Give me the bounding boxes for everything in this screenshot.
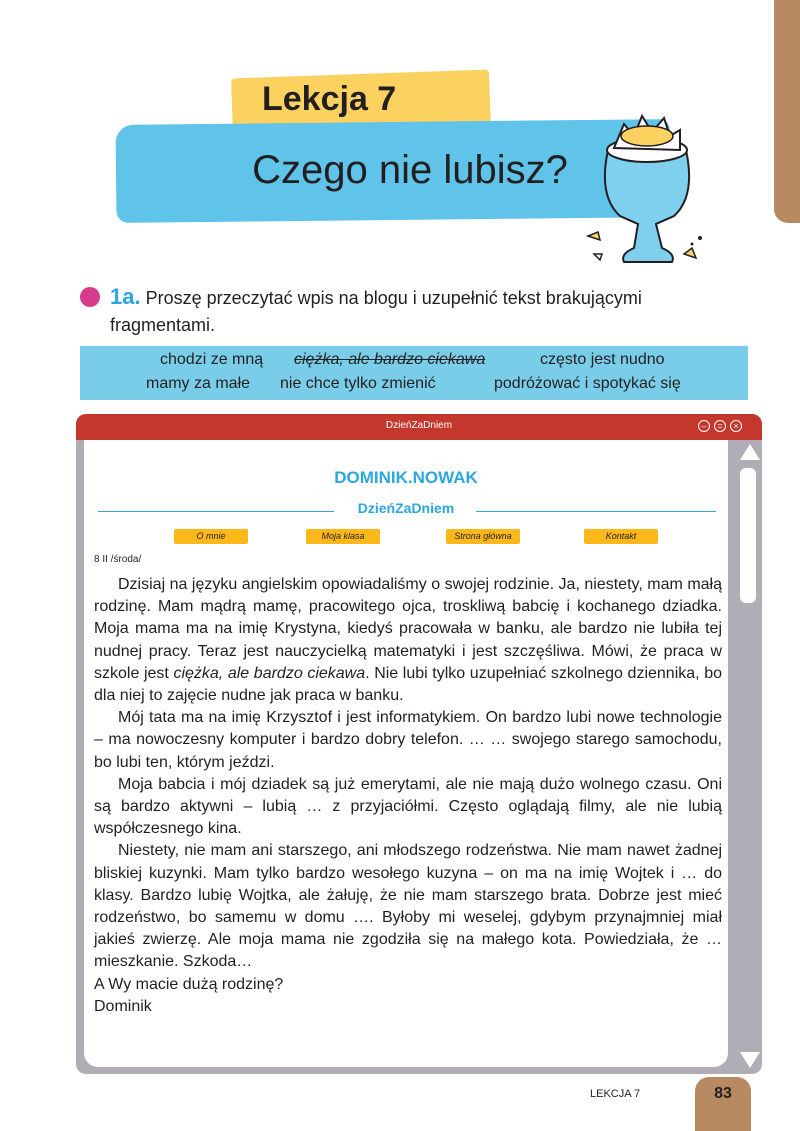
maximize-icon[interactable]: = — [714, 420, 726, 432]
scroll-thumb[interactable] — [740, 468, 756, 603]
nav-button-about[interactable]: O mnie — [174, 529, 248, 544]
post-text-emphasis: ciężka, ale bardzo ciekawa — [173, 664, 366, 682]
scroll-down-arrow-icon[interactable] — [740, 1052, 760, 1068]
book-icon — [80, 287, 100, 307]
blog-name: DzieńZaDniem — [357, 500, 455, 516]
close-icon[interactable]: × — [730, 420, 742, 432]
chapter-side-tab — [774, 0, 800, 223]
footer-lesson-label: LEKCJA 7 — [590, 1088, 641, 1100]
post-paragraph: Mój tata ma na imię Krzysztof i jest informatykiem. On bardzo lubi nowe technologie – ma nowoczesny komputer i bardzo dobry telefon. … … swojego starego samochodu, bo lubi ten, którym jeździ. — [94, 709, 722, 771]
task-text-line2: fragmentami. — [110, 315, 216, 335]
post-date: 8 II /środa/ — [94, 554, 142, 565]
nav-button-home[interactable]: Strona główna — [446, 529, 520, 544]
word-bank-item: chodzi ze mną — [160, 351, 264, 368]
signature: Dominik — [94, 997, 152, 1015]
word-bank-item: nie chce tylko zmienić — [280, 375, 436, 392]
lesson-title: Lekcja 7 — [262, 80, 397, 118]
nav-button-contact[interactable]: Kontakt — [584, 529, 658, 544]
blog-author: DOMINIK.NOWAK — [334, 468, 478, 487]
word-bank-item: często jest nudno — [540, 351, 665, 368]
egg-cup-illustration — [580, 106, 710, 276]
blog-window — [76, 414, 762, 1074]
word-bank-item: mamy za małe — [146, 375, 251, 392]
post-text: . Nie lubi tylko uzupełniać szkolnego dziennika, bo dla niej to zajęcie nudne jak praca w banku. — [94, 664, 722, 705]
blog-content — [84, 440, 728, 1067]
post-paragraph: Niestety, nie mam ani starszego, ani młodszego rodzeństwa. Nie mam nawet żadnej bliskiej kuzynki. Mam tylko bardzo wesołego kuzyna – on ma na imię Wojtek i … do klasy. Bardzo lubię Wojtka, ale żałuję, że nie mam starszego brata. Dobrze jest mieć rodzeństwo, bo samemu w domu …. Byłoby mi weselej, gdybym przynajmniej miał jakieś zwierzę. Ale moja mama nie zgodziła się na małego kota. Powiedziała, że … mieszkanie. Szkoda… — [94, 842, 722, 971]
task-number: 1a. — [110, 284, 141, 309]
post-text: Dzisiaj na języku angielskim opowiadaliśmy o swojej rodzinie. Ja, niestety, mam małą rodzinę. Mam mądrą mamę, pracowitego ojca, troskliwą babcię i kochanego dziadka. Moja mama ma na imię Krystyna, kiedyś pracowała w banku, ale bardzo nie lubiła tej nudnej pracy. Teraz jest nauczycielką matematyki i jest szczęśliwa. Mówi, że praca w szkole jest — [94, 576, 722, 682]
task-text-line1: Proszę przeczytać wpis na blogu i uzupełnić tekst brakującymi — [145, 288, 642, 308]
closing-question: A Wy macie dużą rodzinę? — [94, 975, 284, 993]
nav-button-class[interactable]: Moja klasa — [306, 529, 380, 544]
window-title-bar — [76, 414, 762, 440]
word-bank-item: podróżować i spotykać się — [494, 375, 681, 392]
page-number: 83 — [714, 1085, 732, 1102]
task-instruction — [110, 284, 750, 311]
minimize-icon[interactable]: – — [698, 420, 710, 432]
word-bank — [80, 346, 748, 400]
page-title: Czego nie lubisz? — [252, 148, 568, 192]
scroll-up-arrow-icon[interactable] — [740, 444, 760, 460]
post-paragraph: Moja babcia i mój dziadek są już emerytami, ale nie mają dużo wolnego czasu. Oni są bardzo aktywni – lubią … z przyjaciółmi. Często oglądają filmy, ale nie lubią współczesnego kina. — [94, 775, 722, 838]
post-body — [94, 574, 722, 1018]
post-paragraph — [94, 574, 722, 707]
word-bank-item-used: ciężka, ale bardzo ciekawa — [294, 351, 486, 368]
window-title: DzieńZaDniem — [385, 420, 453, 431]
